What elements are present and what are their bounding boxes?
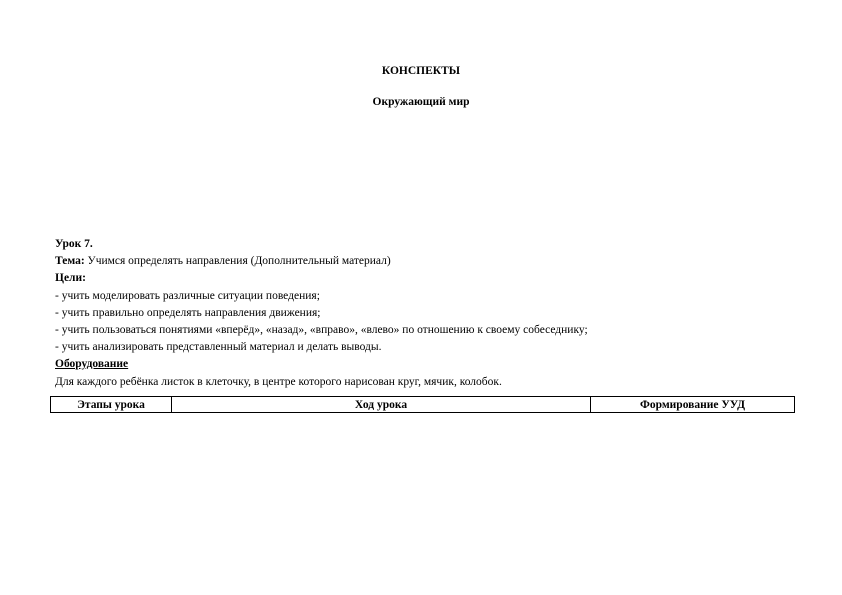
goals-label: Цели: <box>55 272 86 285</box>
goal-item: - учить правильно определять направления движения; <box>55 306 321 319</box>
table-header-cell-uud: Формирование УУД <box>591 397 795 413</box>
topic-text: Учимся определять направления (Дополнительный материал) <box>84 255 391 268</box>
table-header-cell-progress: Ход урока <box>172 397 591 413</box>
document-subtitle: Окружающий мир <box>372 96 470 108</box>
equipment-text: Для каждого ребёнка листок в клеточку, в центре которого нарисован круг, мячик, колобок. <box>55 375 502 388</box>
lesson-number: Урок 7. <box>55 238 93 250</box>
table-header-row <box>51 397 795 413</box>
document-title: КОНСПЕКТЫ <box>381 65 461 77</box>
lesson-plan-table <box>50 396 795 413</box>
lesson-topic <box>55 253 815 270</box>
goal-item: - учить моделировать различные ситуации поведения; <box>55 289 320 302</box>
topic-label: Тема: <box>55 255 85 268</box>
goal-item: - учить пользоваться понятиями «вперёд», «назад», «вправо», «влево» по отношению к своему собеседнику; <box>55 323 588 336</box>
goal-item: - учить анализировать представленный материал и делать выводы. <box>55 341 382 354</box>
equipment-label: Оборудование <box>55 358 129 371</box>
lesson-description <box>55 236 815 391</box>
table-header-cell-stages: Этапы урока <box>51 397 172 413</box>
